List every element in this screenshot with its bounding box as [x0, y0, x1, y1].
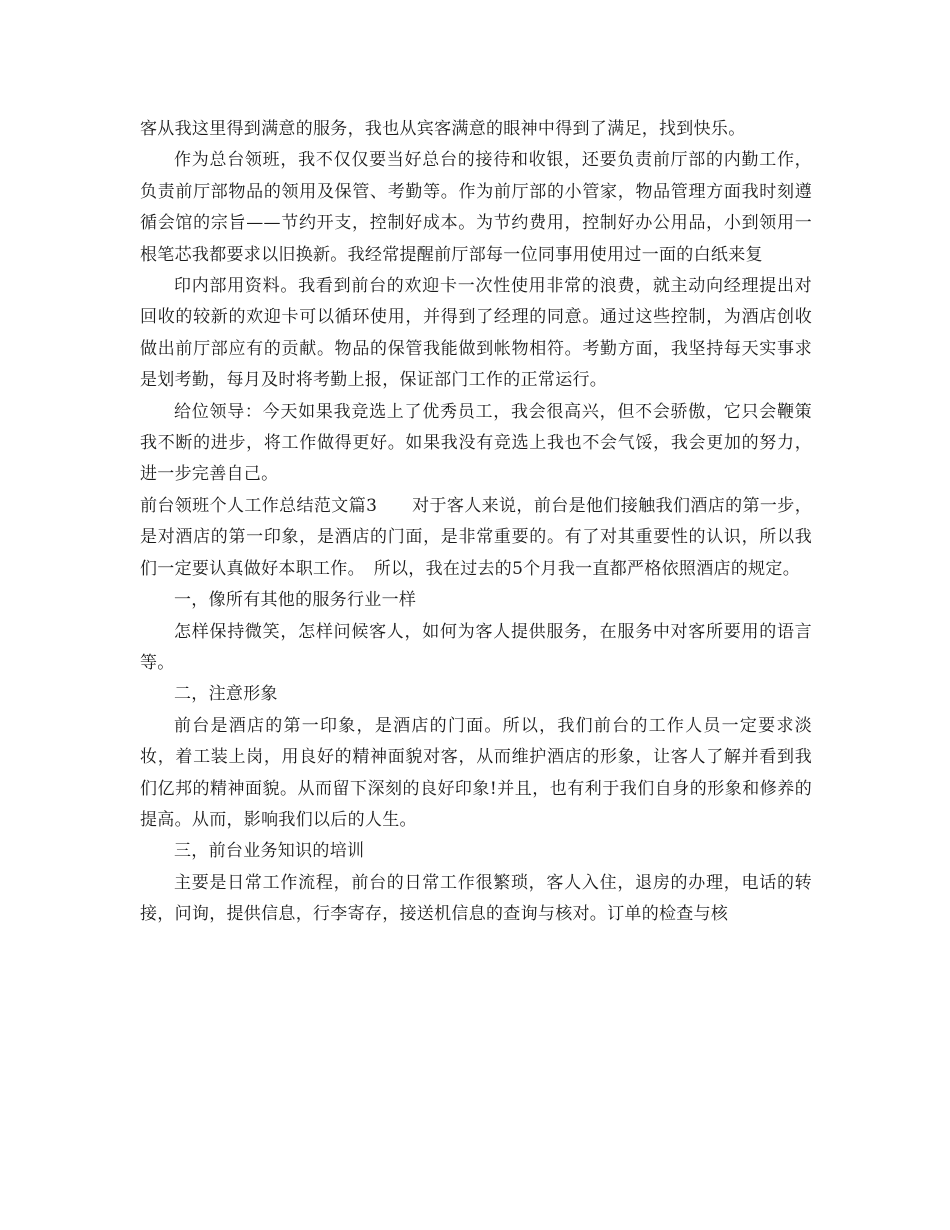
- paragraph-3: 印内部用资料。我看到前台的欢迎卡一次性使用非常的浪费，就主动向经理提出对回收的较新的欢迎卡可以循环使用，并得到了经理的同意。通过这些控制，为酒店创收做出前厅部应有的贡献。物品的保管我能做到帐物相符。考勤方面，我坚持每天实事求是划考勤，每月及时将考勤上报，保证部门工作的正常运行。: [140, 276, 812, 391]
- section-heading-paragraph: 前台领班个人工作总结范文篇3 对于客人来说，前台是他们接触我们酒店的第一步，是对酒店的第一印象，是酒店的门面，是非常重要的。有了对其重要性的认识，所以我们一定要认真做好本职工作。 所以，我在过去的5个月我一直都严格依照酒店的规定。: [140, 495, 812, 579]
- subheading-3: 三，前台业务知识的培训: [174, 841, 365, 862]
- subheading-2: 二，注意形象: [174, 684, 278, 705]
- paragraph-8: 前台是酒店的第一印象，是酒店的门面。所以，我们前台的工作人员一定要求淡妆，着工装上岗，用良好的精神面貌对客，从而维护酒店的形象，让客人了解并看到我们亿邦的精神面貌。从而留下深刻的良好印象!并且，也有利于我们自身的形象和修养的提高。从而，影响我们以后的人生。: [140, 715, 812, 830]
- paragraph-2: 作为总台领班，我不仅仅要当好总台的接待和收银，还要负责前厅部的内勤工作，负责前厅部物品的领用及保管、考勤等。作为前厅部的小管家，物品管理方面我时刻遵循会馆的宗旨——节约开支，控制好成本。为节约费用，控制好办公用品，小到领用一根笔芯我都要求以旧换新。我经常提醒前厅部每一位同事用使用过一面的白纸来复: [140, 150, 812, 265]
- paragraph-4: 给位领导：今天如果我竞选上了优秀员工，我会很高兴，但不会骄傲，它只会鞭策我不断的进步，将工作做得更好。如果我没有竞选上我也不会气馁，我会更加的努力，进一步完善自己。: [140, 401, 812, 485]
- document-body: [140, 114, 812, 931]
- paragraph-6: 怎样保持微笑，怎样问候客人，如何为客人提供服务，在服务中对客所要用的语言等。: [140, 621, 812, 673]
- paragraph-10: 主要是日常工作流程，前台的日常工作很繁琐，客人入住，退房的办理，电话的转接，问询，提供信息，行李寄存，接送机信息的查询与核对。订单的检查与核: [140, 872, 812, 925]
- paragraph-1: 客从我这里得到满意的服务，我也从宾客满意的眼神中得到了满足，找到快乐。: [140, 119, 746, 139]
- subheading-1: 一，像所有其他的服务行业一样: [174, 590, 417, 611]
